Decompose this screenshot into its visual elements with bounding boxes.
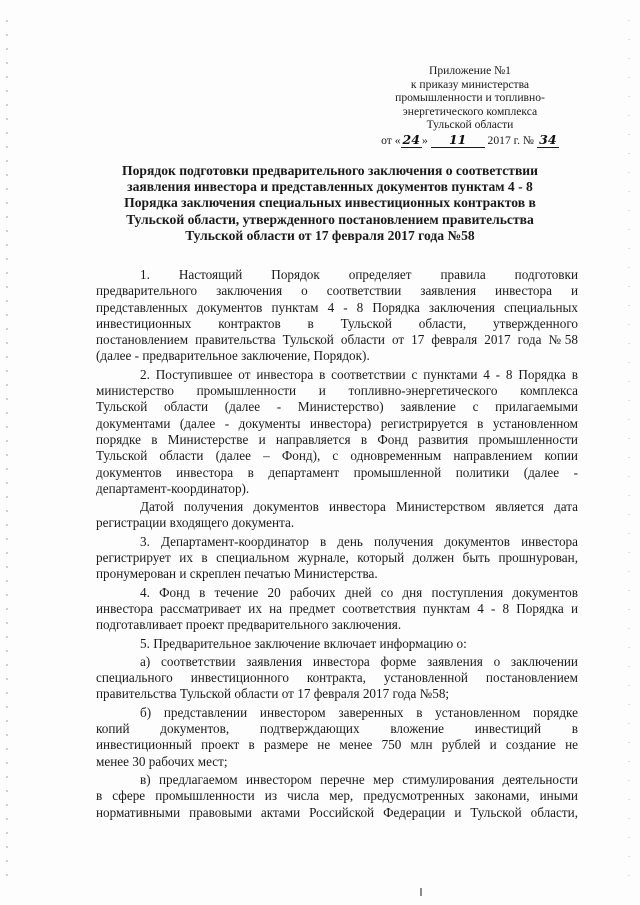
body-text-line: 5. Предварительное заключение включает информацию о: [140, 635, 467, 651]
title-line: Порядок подготовки предварительного заключения о соответствии [122, 163, 538, 178]
body-text-line: Датой получения документов инвестора Министерством является дата [140, 499, 578, 515]
order-date-line [360, 133, 580, 148]
body-text-line: 4. Фонд в течение 20 рабочих дней со дня поступления документов [140, 584, 578, 600]
body-text-line: министерство промышленности и топливно-энергетического комплекса [96, 383, 578, 399]
appendix-line: промышленности и топливно- [395, 91, 545, 105]
appendix-line: Приложение №1 [429, 64, 511, 77]
title-line: Тульской области от 17 февраля 2017 года №58 [185, 227, 475, 243]
body-text-line: правительства Тульской области от 17 февраля 2017 года №58; [96, 686, 450, 702]
body-text-line: подготавливает проект предварительного заключения. [96, 617, 402, 633]
body-text-line: в сфере промышленности из числа мер, предусмотренных законами, иными [96, 788, 578, 804]
body-text-line: инвестиционных контрактов в Тульской области, утвержденного [96, 315, 578, 331]
date-year: 2017 г. № [487, 133, 534, 147]
body-text-line: 3. Департамент-координатор в день получения документов инвестора [140, 533, 578, 549]
body-text-line: менее 30 рабочих мест; [96, 753, 228, 769]
body-text-line: регистрирует их в специальном журнале, который должен быть прошнурован, [96, 550, 578, 566]
body-text-line: инвестора рассматривает их на предмет соответствия пунктам 4 - 8 Порядка и [96, 600, 578, 616]
appendix-line: энергетического комплекса [402, 104, 538, 118]
appendix-line: к приказу министерства [410, 77, 530, 91]
body-text-line: предварительного заключения о соответствии заявления инвестора и [96, 283, 578, 299]
body-text-line: копий документов, подтверждающих вложение инвестиций в [96, 721, 578, 737]
body-text-line: регистрации входящего документа. [96, 515, 295, 531]
scan-edge-left [6, 20, 8, 880]
date-quote: » [421, 133, 428, 147]
scan-edge-right [628, 20, 630, 880]
body-text-line: департамент-координатор). [96, 480, 250, 496]
title-line: Порядка заключения специальных инвестиционных контрактов в [124, 195, 536, 211]
body-text-line: документами (далее - документы инвестора) регистрируется в установленном [96, 415, 578, 431]
document-title [95, 163, 565, 244]
handwritten-day: 24 [402, 131, 420, 147]
body-text-line: 1. Настоящий Порядок определяет правила подготовки [140, 267, 578, 282]
title-line: заявления инвестора и представленных документов пунктам 4 - 8 [127, 179, 533, 195]
handwritten-order-number: 34 [537, 133, 559, 148]
body-text-line: специального инвестиционного контракта, установленной постановлением [96, 670, 578, 686]
body-text-line: Тульской области (далее – Фонд), с одновременным направлением копии [96, 448, 578, 464]
document-body [96, 267, 578, 821]
body-text-line: (далее - предварительное заключение, Порядок). [96, 348, 370, 364]
appendix-line: Тульской области [426, 118, 514, 132]
body-text-line: пронумерован и скреплен печатью Министерства. [96, 566, 378, 582]
body-text-line: представленных документов пунктам 4 - 8 Порядка заключения специальных [96, 299, 578, 315]
body-text-line: постановлением правительства Тульской области от 17 февраля 2017 года №58 [96, 332, 578, 348]
body-text-line: а) соответствии заявления инвестора форме заявления о заключении [140, 653, 578, 669]
body-text-line: в) предлагаемом инвестором перечне мер стимулирования деятельности [140, 771, 578, 787]
scan-mark [420, 888, 422, 896]
body-text-line: инвестиционный проект в размере не менее 750 млн рублей и создание не [96, 737, 578, 753]
body-text-line: порядке в Министерстве и направляется в Фонд развития промышленности [96, 431, 578, 447]
body-text-line: Тульской области (далее - Министерство) заявление с прилагаемыми [96, 399, 578, 415]
body-text-line: 2. Поступившее от инвестора в соответствии с пунктами 4 - 8 Порядка в [140, 366, 578, 382]
handwritten-month: 11 [431, 133, 485, 148]
body-text-line: нормативными правовыми актами Российской Федерации и Тульской области, [96, 804, 578, 820]
appendix-header [360, 64, 580, 148]
title-line: Тульской области, утвержденного постановлением правительства [126, 211, 534, 227]
body-text-line: б) представлении инвестором заверенных в установленном порядке [140, 704, 578, 720]
body-text-line: документов инвестора в департамент промышленной политики (далее - [96, 464, 578, 480]
date-prefix: от « [381, 133, 401, 147]
